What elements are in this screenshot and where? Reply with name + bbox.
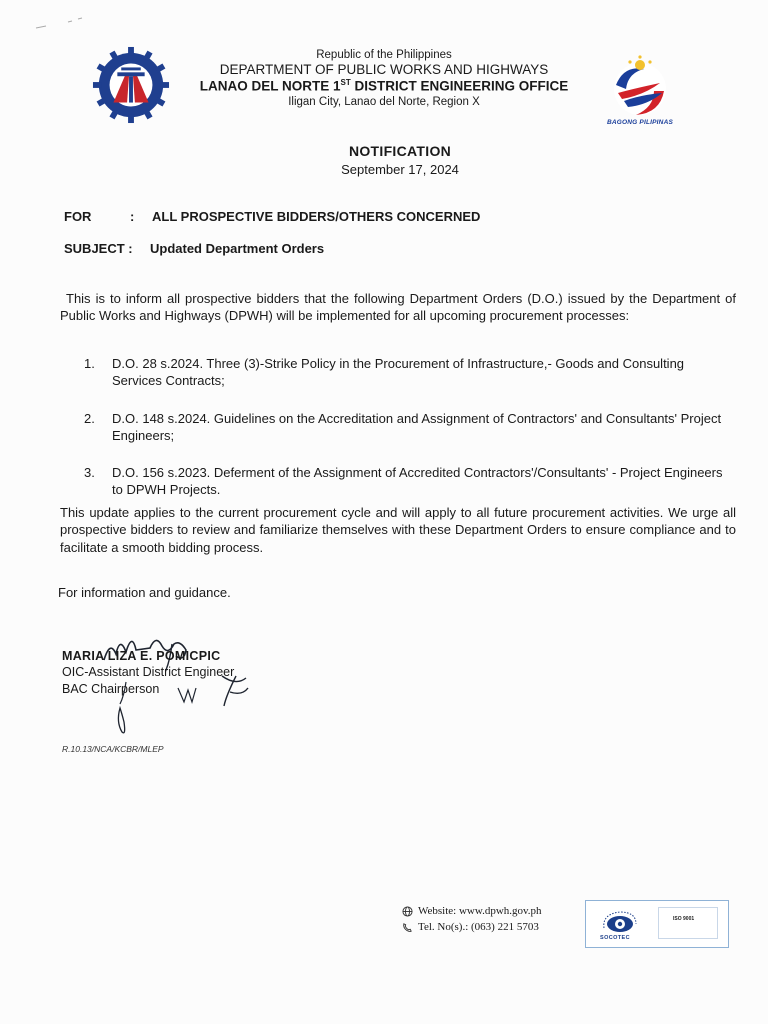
list-item	[84, 355, 736, 390]
list-number: 3.	[84, 465, 95, 481]
scan-artifact-icon	[32, 14, 92, 34]
phone-text: Tel. No(s).: (063) 221 5703	[418, 920, 539, 933]
list-item	[84, 464, 736, 499]
iso-body-label: SOCOTEC	[600, 935, 630, 941]
bagong-pilipinas-label: BAGONG PILIPINAS	[606, 119, 674, 126]
bagong-pilipinas-logo-icon	[604, 55, 676, 119]
dpwh-seal-icon	[92, 46, 170, 124]
for-line	[64, 209, 480, 224]
for-value: ALL PROSPECTIVE BIDDERS/OTHERS CONCERNED	[152, 209, 481, 224]
office-line: LANAO DEL NORTE 1ST DISTRICT ENGINEERING OFFICE	[199, 78, 569, 94]
list-number: 1.	[84, 356, 95, 371]
signatory-position: OIC-Assistant District Engineer	[62, 665, 235, 680]
info-line: For information and guidance.	[58, 585, 231, 600]
signatory-name: MARIA LIZA E. POMICPIC	[62, 649, 221, 663]
phone-icon	[402, 922, 413, 933]
website-text: Website: www.dpwh.gov.ph	[418, 905, 542, 917]
address-line: Iligan City, Lanao del Norte, Region X	[288, 96, 480, 109]
subject-label: SUBJECT :	[64, 241, 133, 256]
phone-row	[402, 920, 542, 936]
signatory-role: BAC Chairperson	[62, 681, 160, 696]
subject-value: Updated Department Orders	[150, 241, 325, 256]
department-orders-list	[84, 355, 736, 519]
closing-paragraph: This update applies to the current procurement cycle and will apply to all future procurement activities. We urge all prospective bidders to review and familiarize themselves with these Department Orders to ensure compliance and to facilitate a smooth bidding process.	[60, 505, 736, 555]
list-item	[84, 410, 736, 445]
for-colon: :	[130, 209, 135, 224]
letterhead	[176, 48, 592, 109]
intro-paragraph: This is to inform all prospective bidders that the following Department Orders (D.O.) issued by the Department of Public Works and Highways (DPWH) will be implemented for all upcoming procurement processes:	[60, 291, 736, 324]
contact-info	[402, 904, 542, 936]
notice-date: September 17, 2024	[341, 161, 459, 177]
subject-line	[64, 241, 324, 256]
department-line: DEPARTMENT OF PUBLIC WORKS AND HIGHWAYS	[219, 62, 549, 78]
list-item-text: D.O. 28 s.2024. Three (3)-Strike Policy in the Procurement of Infrastructure,- Goods and Consulting Services Contracts;	[112, 356, 685, 389]
iso-standard-box	[658, 907, 718, 939]
iso-certification-badge	[585, 900, 729, 948]
notice-title: NOTIFICATION	[348, 143, 452, 159]
globe-icon	[402, 906, 413, 917]
list-item-text: D.O. 148 s.2024. Guidelines on the Accreditation and Assignment of Contractors' and Consultants' Project Engineers;	[112, 410, 722, 443]
iso-standard-label: ISO 9001	[673, 916, 695, 922]
list-item-text: D.O. 156 s.2023. Deferment of the Assignment of Accredited Contractors'/Consultants' - Project Engineers to DPWH Projects.	[112, 465, 723, 498]
notice-heading	[300, 142, 500, 178]
signature-block	[62, 648, 234, 697]
list-number: 2.	[84, 410, 95, 426]
for-label: FOR	[64, 209, 92, 224]
reference-initials: R.10.13/NCA/KCBR/MLEP	[62, 744, 164, 754]
republic-line: Republic of the Philippines	[316, 49, 452, 61]
iso-certification-icon	[598, 908, 642, 936]
bagong-pilipinas-logo	[604, 55, 676, 129]
website-row	[402, 904, 542, 920]
